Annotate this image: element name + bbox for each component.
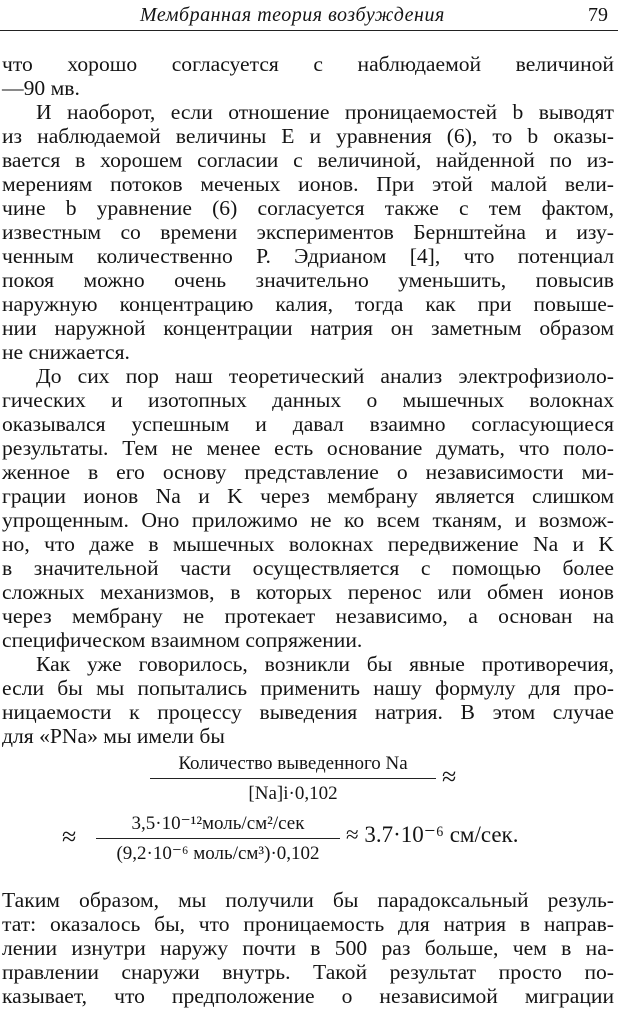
- text-line: если бы мы попытались применить нашу формулу для про-: [2, 676, 614, 700]
- text-line: До сих пор наш теоретический анализ электрофизиоло-: [36, 364, 614, 388]
- fraction-bar: [150, 778, 436, 779]
- header-rule: [0, 30, 618, 31]
- text-line: но, что даже в мышечных волокнах передвижение Na и K: [2, 532, 614, 556]
- text-line: тат: оказалось бы, что проницаемость для натрия в направ-: [2, 912, 614, 936]
- text-line: лении изнутри наружу почти в 500 раз больше, чем в на-: [2, 936, 614, 960]
- text-line: нии наружной концентрации натрия он заметным образом: [2, 316, 614, 340]
- fraction-2: [96, 812, 340, 866]
- text-line: оказывался успешным и давал взаимно согласующиеся: [2, 412, 614, 436]
- running-title: Мембранная теория возбуждения: [140, 4, 445, 26]
- text-line: И наоборот, если отношение проницаемостей b выводят: [36, 100, 614, 124]
- text-line: женное в его основу представление о независимости ми-: [2, 460, 614, 484]
- text-line: чине b уравнение (6) согласуется также с тем фактом,: [2, 196, 614, 220]
- text-line: не снижается.: [2, 340, 130, 364]
- approx-sign: ≈: [62, 822, 77, 851]
- text-line: грации ионов Na и K через мембрану является слишком: [2, 484, 614, 508]
- text-line: Таким образом, мы получили бы парадоксальный резуль-: [2, 888, 614, 912]
- fraction-1: [150, 752, 436, 806]
- text-line: Как уже говорилось, возникли бы явные противоречия,: [36, 652, 614, 676]
- text-line: мерениям потоков меченых ионов. При этой малой вели-: [2, 172, 614, 196]
- text-line: через мембрану не протекает независимо, а основан на: [2, 604, 614, 628]
- text-line: результаты. Тем не менее есть основание думать, что поло-: [2, 436, 614, 460]
- text-line: из наблюдаемой величины E и уравнения (6), то b оказы-: [2, 124, 614, 148]
- text-line: вается в хорошем согласии с величиной, найденной по из-: [2, 148, 614, 172]
- text-line: казывает, что предположение о независимой миграции: [2, 984, 614, 1008]
- text-line: наружную концентрацию калия, тогда как при повыше-: [2, 292, 614, 316]
- text-line: для «PNa» мы имели бы: [2, 724, 225, 748]
- text-line: в значительной части осуществляется с помощью более: [2, 556, 614, 580]
- text-line: что хорошо согласуется с наблюдаемой величиной: [2, 52, 614, 76]
- text-line: ченным количественно Р. Эдрианом [4], что потенциал: [2, 244, 614, 268]
- fraction-1-numerator: Количество выведенного Na: [178, 753, 408, 774]
- text-line: специфическом взаимном сопряжении.: [2, 628, 363, 652]
- formula-result: ≈ 3.7·10⁻⁶ см/сек.: [346, 822, 519, 847]
- fraction-bar: [96, 838, 340, 839]
- text-line: гических и изотопных данных о мышечных волокнах: [2, 388, 614, 412]
- page-number: 79: [588, 4, 608, 26]
- text-line: упрощенным. Оно приложимо не ко всем тканям, и возмож-: [2, 508, 614, 532]
- text-line: известным со времени экспериментов Бернштейна и изу-: [2, 220, 614, 244]
- fraction-2-numerator: 3,5·10⁻¹²моль/см²/сек: [131, 813, 305, 834]
- text-line: —90 мв.: [2, 76, 80, 100]
- approx-sign: ≈: [442, 762, 457, 791]
- fraction-1-denominator: [Na]i·0,102: [248, 783, 338, 804]
- text-line: сложных механизмов, в которых перенос или обмен ионов: [2, 580, 614, 604]
- fraction-2-denominator: (9,2·10⁻⁶ моль/см³)·0,102: [116, 843, 320, 864]
- running-header: [0, 0, 620, 34]
- text-line: ницаемости к процессу выведения натрия. В этом случае: [2, 700, 614, 724]
- text-line: правлении снаружи внутрь. Такой результат просто по-: [2, 960, 614, 984]
- text-line: покоя можно очень значительно уменьшить, повысив: [2, 268, 614, 292]
